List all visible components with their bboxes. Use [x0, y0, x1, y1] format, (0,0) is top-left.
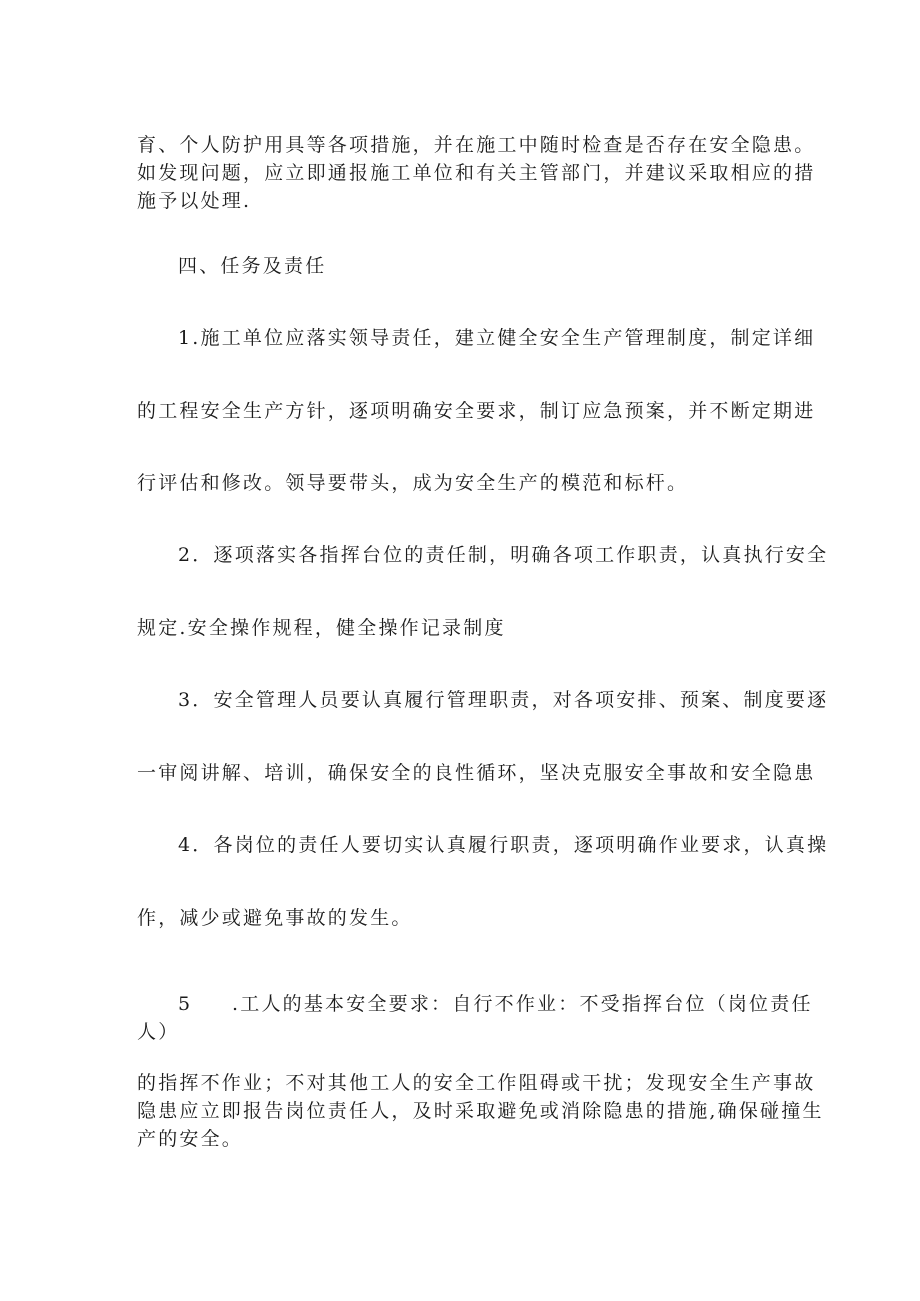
item5-body-line-2: 隐患应立即报告岗位责任人，及时采取避免或消除隐患的措施,确保碰撞生 — [137, 1100, 824, 1122]
item5-body-line-1: 的指挥不作业；不对其他工人的安全工作阻碍或干扰；发现安全生产事故 — [137, 1072, 816, 1094]
section-heading: 四、任务及责任 — [178, 255, 327, 277]
item1-line-2: 的工程安全生产方针，逐项明确安全要求，制订应急预案，并不断定期进 — [137, 400, 816, 422]
item4-line-2: 作，减少或避免事故的发生。 — [137, 907, 413, 929]
item5-number: 5 — [178, 993, 193, 1015]
intro-line-3: 施予以处理. — [137, 190, 252, 212]
item2-line-1: 2．逐项落实各指挥台位的责任制，明确各项工作职责，认真执行安全 — [178, 544, 829, 566]
item3-line-1: 3．安全管理人员要认真履行管理职责，对各项安排、预案、制度要逐 — [178, 689, 829, 711]
item5-body-line-3: 产的安全。 — [137, 1128, 244, 1150]
item5-line-1: .工人的基本安全要求：自行不作业：不受指挥台位（岗位责任 — [232, 993, 813, 1015]
item4-line-1: 4．各岗位的责任人要切实认真履行职责，逐项明确作业要求，认真操 — [178, 834, 829, 856]
intro-line-2: 如发现问题，应立即通报施工单位和有关主管部门，并建议采取相应的措 — [137, 162, 816, 184]
item1-line-3: 行评估和修改。领导要带头，成为安全生产的模范和标杆。 — [137, 472, 689, 494]
item3-line-2: 一审阅讲解、培训，确保安全的良性循环，坚决克服安全事故和安全隐患 — [137, 762, 816, 784]
item5-line-2: 人） — [137, 1021, 180, 1043]
item1-line-1: 1.施工单位应落实领导责任，建立健全安全生产管理制度，制定详细 — [178, 327, 816, 349]
intro-line-1: 育、个人防护用具等各项措施，并在施工中随时检查是否存在安全隐患。 — [137, 134, 816, 156]
item2-line-2: 规定.安全操作规程，健全操作记录制度 — [137, 617, 506, 639]
